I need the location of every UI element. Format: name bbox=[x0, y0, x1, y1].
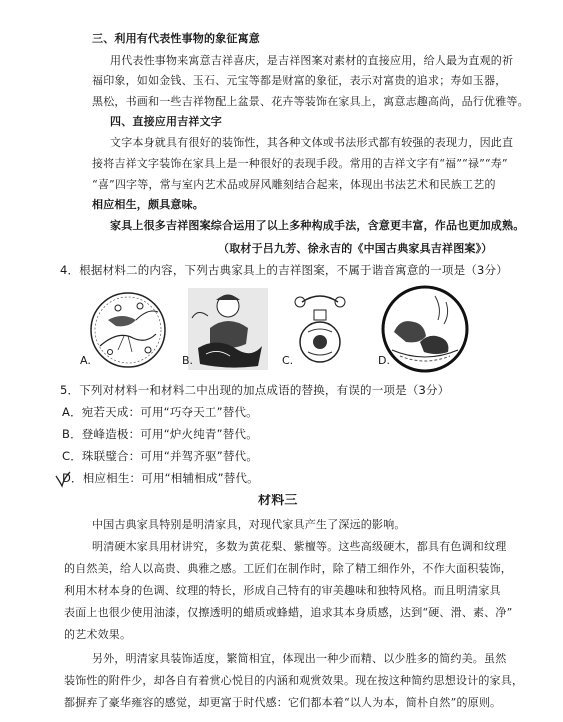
body-line: 接将吉祥文字装饰在家具上是一种很好的表现手段。常用的吉祥文字有“福”“禄”“寿” bbox=[92, 157, 508, 170]
image-label-b: B. bbox=[182, 354, 194, 367]
material-3-line: 明清硬木家具用材讲究，多数为黄花梨、紫檀等。这些高级硬木，都具有色调和纹理 bbox=[92, 540, 507, 553]
material-3-title: 材料三 bbox=[258, 494, 298, 508]
body-line: 相应相生，颇具意味。 bbox=[92, 198, 204, 211]
option-c: C．珠联璧合：可用“并驾齐驱”替代。 bbox=[62, 449, 259, 463]
body-line: 用代表性事物来寓意吉祥喜庆，是吉祥图案对素材的直接应用，给人最为直观的祈 bbox=[110, 54, 514, 67]
material-3-line: 利用木材本身的色调、纹理的特长，形成自己特有的审美趣味和独特风格。而且明清家具 bbox=[64, 584, 501, 597]
image-label-c: C. bbox=[282, 354, 294, 367]
heading-three: 三、利用有代表性事物的象征寓意 bbox=[92, 32, 260, 45]
source-citation: （取材于吕九芳、徐永吉的《中国古典家具吉祥图案》） bbox=[218, 242, 493, 255]
summary-line: 家具上很多吉祥图案综合运用了以上多种构成手法，含意更丰富，作品也更加成熟。 bbox=[110, 219, 525, 232]
mandarin-duck-medallion-icon bbox=[380, 284, 470, 374]
image-options bbox=[70, 290, 490, 370]
material-3-line: 表面上也很少使用油漆，仅擦透明的蜡质或蜂蜡，追求其本身质感，达到“硬、滑、素、净” bbox=[64, 606, 513, 619]
material-3-line: 的自然美，给人以高贵、典雅之感。工匠们在制作时，除了精工细作外，不作大面积装饰， bbox=[64, 562, 512, 575]
body-line: 福印象，如如金钱、玉石、元宝等都是财富的象征，表示对富贵的追求；寿如玉器， bbox=[92, 74, 507, 87]
body-line: 文字本身就具有很好的装饰性，其各种文体或书法形式都有较强的表现力，因此直 bbox=[110, 136, 514, 149]
body-line: “喜”四字等，常与室内艺术品或屏风雕刻结合起来，体现出书法艺术和民族工艺的 bbox=[92, 178, 496, 191]
option-a: A．宛若天成：可用“巧夺天工”替代。 bbox=[62, 405, 258, 419]
material-3-line: 装饰性的附件少，却各自有着赏心悦目的内涵和观赏效果。现在按这种简约思想设计的家具， bbox=[64, 674, 524, 687]
material-3-line: 中国古典家具特别是明清家具，对现代家具产生了深远的影响。 bbox=[92, 518, 406, 531]
child-fish-icon bbox=[188, 288, 268, 370]
image-label-d: D. bbox=[378, 354, 390, 367]
material-3-line: 另外，明清家具装饰适度，繁简相宜，体现出一种少而精、以少胜多的简约美。虽然 bbox=[92, 652, 507, 665]
body-line: 黑松，书画和一些吉祥物配上盆景、花卉等装饰在家具上，寓意志趣高尚，品行优雅等。 bbox=[92, 95, 529, 108]
heading-four: 四、直接应用吉祥文字 bbox=[110, 115, 222, 128]
option-b: B．登峰造极：可用“炉火纯青”替代。 bbox=[62, 427, 258, 441]
image-label-a: A. bbox=[80, 354, 91, 367]
question-4: 4．根据材料二的内容，下列古典家具上的吉祥图案，不属于谐音寓意的一项是（3分） bbox=[60, 263, 508, 277]
option-d: D．相应相生：可用“相辅相成”替代。 bbox=[62, 471, 259, 485]
material-3-line: 的艺术效果。 bbox=[64, 628, 132, 641]
question-5: 5．下列对材料一和材料二中出现的加点成语的替换，有误的一项是（3分） bbox=[60, 383, 450, 397]
bird-plum-medallion-icon bbox=[88, 290, 168, 370]
material-3-line: 都摒弃了豪华雍容的感觉，却更富于时代感：它们都本着“以人为本，简朴自然”的原则。 bbox=[64, 696, 502, 709]
check-mark-icon bbox=[54, 470, 72, 488]
